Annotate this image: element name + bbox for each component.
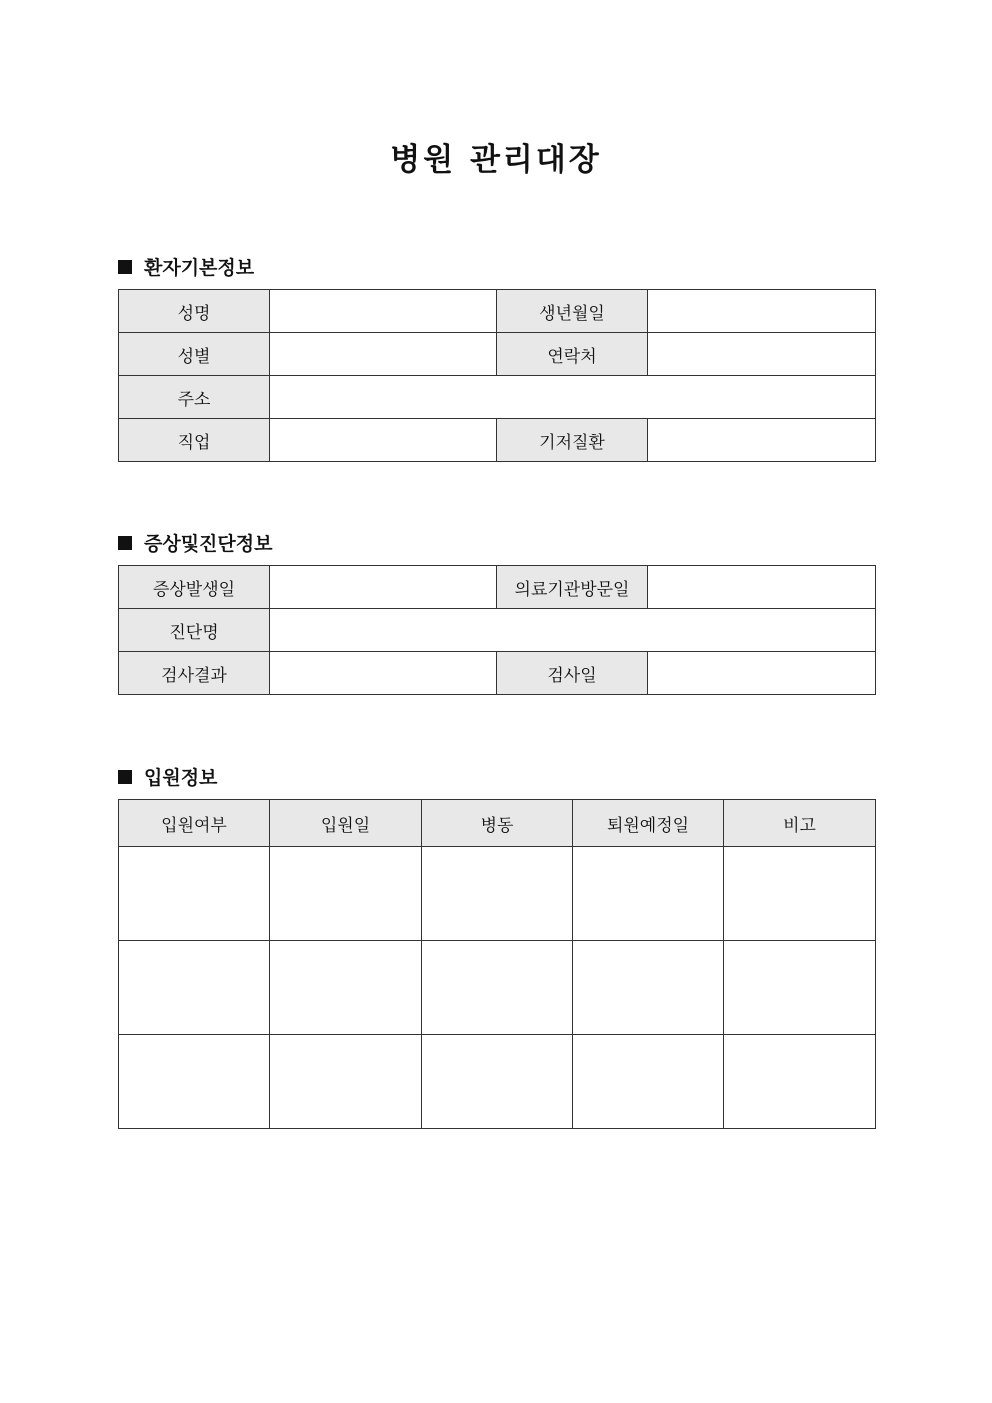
label-contact: 연락처: [497, 333, 648, 376]
section-heading-admission: [118, 763, 217, 790]
patient-info-table: [118, 289, 876, 462]
contact-field[interactable]: [648, 333, 876, 376]
table-cell[interactable]: [422, 941, 573, 1035]
section-heading-diagnosis: [118, 529, 272, 556]
label-diagnosis-name: 진단명: [119, 609, 270, 652]
table-cell[interactable]: [422, 1035, 573, 1129]
section-heading-label: 증상및진단정보: [144, 533, 273, 555]
occupation-field[interactable]: [270, 419, 497, 462]
test-date-field[interactable]: [648, 652, 876, 695]
table-row: [119, 1035, 876, 1129]
table-cell[interactable]: [119, 941, 270, 1035]
symptom-onset-field[interactable]: [270, 566, 497, 609]
address-field[interactable]: [270, 376, 876, 419]
square-bullet-icon: [118, 770, 132, 784]
birthdate-field[interactable]: [648, 290, 876, 333]
label-gender: 성별: [119, 333, 270, 376]
column-header: 비고: [724, 800, 876, 847]
label-test-result: 검사결과: [119, 652, 270, 695]
column-header: 입원일: [270, 800, 422, 847]
table-cell[interactable]: [724, 941, 876, 1035]
label-address: 주소: [119, 376, 270, 419]
label-symptom-onset: 증상발생일: [119, 566, 270, 609]
column-header: 퇴원예정일: [573, 800, 724, 847]
section-heading-label: 입원정보: [144, 767, 218, 789]
table-cell[interactable]: [573, 941, 724, 1035]
gender-field[interactable]: [270, 333, 497, 376]
table-header-row: [119, 800, 876, 847]
hospital-visit-field[interactable]: [648, 566, 876, 609]
diagnosis-name-field[interactable]: [270, 609, 876, 652]
table-cell[interactable]: [270, 941, 422, 1035]
table-row: [119, 941, 876, 1035]
diagnosis-info-table: [118, 565, 876, 695]
table-cell[interactable]: [270, 1035, 422, 1129]
label-birthdate: 생년월일: [497, 290, 648, 333]
section-heading-patient: [118, 253, 254, 280]
label-test-date: 검사일: [497, 652, 648, 695]
table-cell[interactable]: [119, 1035, 270, 1129]
label-name: 성명: [119, 290, 270, 333]
test-result-field[interactable]: [270, 652, 497, 695]
name-field[interactable]: [270, 290, 497, 333]
table-cell[interactable]: [573, 1035, 724, 1129]
table-cell[interactable]: [270, 847, 422, 941]
table-cell[interactable]: [724, 847, 876, 941]
label-hospital-visit: 의료기관방문일: [497, 566, 648, 609]
label-occupation: 직업: [119, 419, 270, 462]
table-cell[interactable]: [724, 1035, 876, 1129]
table-cell[interactable]: [422, 847, 573, 941]
square-bullet-icon: [118, 536, 132, 550]
page-title: 병원 관리대장: [390, 142, 602, 178]
label-underlying-disease: 기저질환: [497, 419, 648, 462]
underlying-disease-field[interactable]: [648, 419, 876, 462]
section-heading-label: 환자기본정보: [144, 257, 255, 279]
square-bullet-icon: [118, 260, 132, 274]
column-header: 병동: [422, 800, 573, 847]
table-row: [119, 847, 876, 941]
column-header: 입원여부: [119, 800, 270, 847]
admission-info-table: [118, 799, 876, 1129]
table-cell[interactable]: [119, 847, 270, 941]
table-cell[interactable]: [573, 847, 724, 941]
